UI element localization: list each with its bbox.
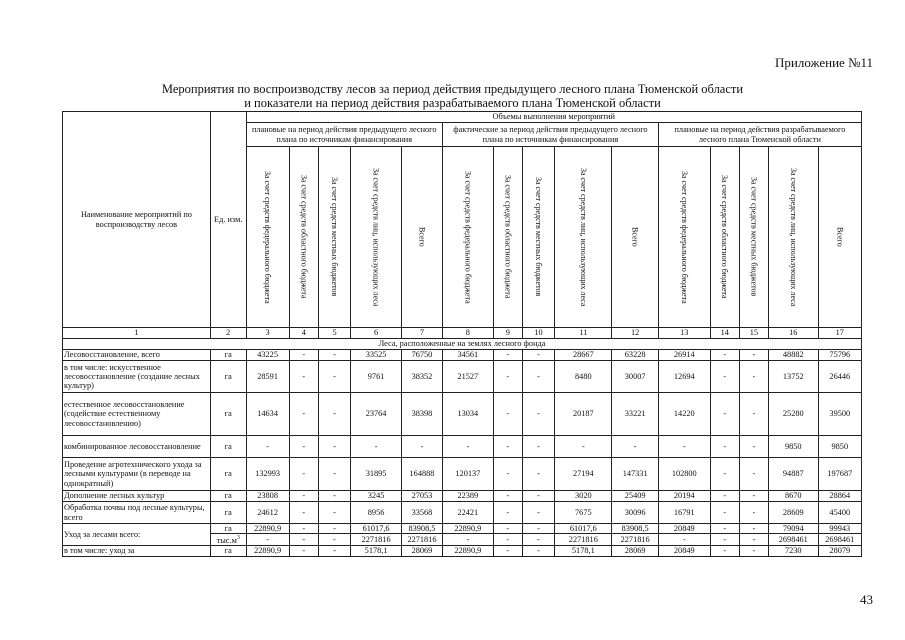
table-cell: 26446: [818, 361, 861, 393]
header-group-planned-new: плановые на период действия разрабатываемого лесного плана Тюменской области: [658, 123, 861, 147]
table-cell: 132993: [246, 458, 289, 491]
table-cell: 79094: [768, 524, 818, 534]
table-cell: 3245: [351, 491, 402, 502]
table-cell: 12694: [658, 361, 710, 393]
table-row: [63, 491, 862, 502]
column-number: 13: [658, 328, 710, 339]
column-number: 11: [555, 328, 612, 339]
table-cell: -: [710, 436, 739, 458]
document-title: [0, 82, 905, 110]
table-cell: 164888: [401, 458, 442, 491]
table-cell: 22890,9: [442, 546, 493, 556]
table-cell: 28667: [555, 350, 612, 361]
table-cell: -: [318, 361, 350, 393]
table-cell: 20849: [658, 524, 710, 534]
header-sub-7: [401, 147, 442, 328]
table-cell: 33568: [401, 502, 442, 524]
table-cell: -: [318, 524, 350, 534]
table-cell: -: [289, 524, 318, 534]
header-sub-16: [768, 147, 818, 328]
table-cell: -: [493, 350, 522, 361]
table-cell: 45400: [818, 502, 861, 524]
header-sub-12: [612, 147, 658, 328]
header-sub-8: [442, 147, 493, 328]
table-row: [63, 350, 862, 361]
table-cell: 22890,9: [246, 546, 289, 556]
table-cell: -: [246, 534, 289, 546]
table-cell: -: [289, 546, 318, 556]
row-name: в том числе: уход за: [63, 546, 211, 556]
header-sub-11: [555, 147, 612, 328]
table-cell: -: [710, 350, 739, 361]
column-number: 16: [768, 328, 818, 339]
table-cell: 23764: [351, 393, 402, 436]
row-unit: га: [210, 350, 246, 361]
row-unit: га: [210, 502, 246, 524]
table-cell: 38398: [401, 393, 442, 436]
table-cell: 28079: [818, 546, 861, 556]
table-cell: -: [739, 361, 768, 393]
table-row: [63, 502, 862, 524]
header-sub-label: За счет средств областного бюджета: [299, 175, 309, 299]
table-cell: -: [710, 393, 739, 436]
table-cell: -: [710, 458, 739, 491]
table-cell: 8670: [768, 491, 818, 502]
row-name: Дополнение лесных культур: [63, 491, 211, 502]
table-row: [63, 546, 862, 556]
header-sub-6: [351, 147, 402, 328]
row-name: комбинированное лесовосстановление: [63, 436, 211, 458]
table-row: [63, 361, 862, 393]
table-cell: -: [289, 393, 318, 436]
table-cell: -: [289, 361, 318, 393]
table-cell: 63228: [612, 350, 658, 361]
column-number: 4: [289, 328, 318, 339]
table-cell: -: [522, 524, 554, 534]
row-name: Лесовосстановление, всего: [63, 350, 211, 361]
header-sub-3: [246, 147, 289, 328]
table-cell: -: [493, 491, 522, 502]
header-group-actual-prev: фактические за период действия предыдущего лесного плана по источникам финансирования: [442, 123, 658, 147]
table-cell: 76750: [401, 350, 442, 361]
title-line-2: и показатели на период действия разрабатываемого плана Тюменской области: [244, 96, 661, 110]
header-sub-label: За счет средств федерального бюджета: [263, 170, 273, 304]
row-name: Обработка почвы под лесные культуры, всего: [63, 502, 211, 524]
reforestation-table: [62, 111, 862, 557]
table-cell: 43225: [246, 350, 289, 361]
table-cell: 14220: [658, 393, 710, 436]
header-sub-label: За счет средств областного бюджета: [503, 175, 513, 299]
table-cell: 61017,6: [351, 524, 402, 534]
table-cell: -: [318, 534, 350, 546]
row-name: Уход за лесами всего:: [63, 524, 211, 546]
table-cell: -: [351, 436, 402, 458]
table-cell: 14634: [246, 393, 289, 436]
table-cell: 27053: [401, 491, 442, 502]
table-cell: 33221: [612, 393, 658, 436]
table-cell: 22421: [442, 502, 493, 524]
header-sub-label: За счет средств областного бюджета: [720, 175, 730, 299]
table-cell: -: [739, 524, 768, 534]
table-cell: -: [739, 502, 768, 524]
table-cell: -: [318, 491, 350, 502]
table-cell: 9761: [351, 361, 402, 393]
table-cell: 48882: [768, 350, 818, 361]
table-cell: 8480: [555, 361, 612, 393]
table-cell: -: [522, 546, 554, 556]
column-number: 1: [63, 328, 211, 339]
table-cell: 28864: [818, 491, 861, 502]
table-cell: -: [493, 393, 522, 436]
row-unit: га: [210, 393, 246, 436]
header-sub-15: [739, 147, 768, 328]
table-cell: 2271816: [555, 534, 612, 546]
table-cell: 28069: [401, 546, 442, 556]
header-sub-label: За счет средств федерального бюджета: [463, 170, 473, 304]
header-sub-10: [522, 147, 554, 328]
header-name: Наименование мероприятий по воспроизводству лесов: [63, 112, 211, 328]
table-cell: 23808: [246, 491, 289, 502]
title-line-1: Мероприятия по воспроизводству лесов за период действия предыдущего лесного плана Тюменской области: [161, 82, 744, 96]
table-cell: 33525: [351, 350, 402, 361]
table-cell: -: [612, 436, 658, 458]
table-cell: 2698461: [768, 534, 818, 546]
row-unit: га: [210, 458, 246, 491]
table-cell: 5178,1: [351, 546, 402, 556]
table-cell: -: [522, 361, 554, 393]
table-cell: 20187: [555, 393, 612, 436]
table-cell: 3020: [555, 491, 612, 502]
table-cell: -: [739, 436, 768, 458]
appendix-label: Приложение №11: [775, 55, 873, 70]
table-cell: 26914: [658, 350, 710, 361]
section-heading: Леса, расположенные на землях лесного фонда: [63, 339, 862, 350]
header-sub-label: За счет средств лиц, использующих леса: [788, 167, 798, 307]
table-cell: -: [289, 436, 318, 458]
column-number: 2: [210, 328, 246, 339]
table-cell: 197687: [818, 458, 861, 491]
header-unit: Ед. изм.: [210, 112, 246, 328]
table-cell: 102800: [658, 458, 710, 491]
header-sub-label: За счет средств федерального бюджета: [679, 170, 689, 304]
table-cell: -: [318, 393, 350, 436]
page-number: 43: [860, 592, 873, 607]
table-cell: -: [289, 534, 318, 546]
table-cell: 20194: [658, 491, 710, 502]
table-row: [63, 436, 862, 458]
column-number: 8: [442, 328, 493, 339]
table-cell: -: [318, 502, 350, 524]
header-sub-17: [818, 147, 861, 328]
table-cell: -: [493, 524, 522, 534]
table-cell: 7230: [768, 546, 818, 556]
table-cell: 147331: [612, 458, 658, 491]
table-cell: 25409: [612, 491, 658, 502]
table-cell: -: [493, 458, 522, 491]
header-sub-label: За счет средств местных бюджетов: [749, 177, 759, 297]
table-cell: -: [522, 491, 554, 502]
table-cell: 28591: [246, 361, 289, 393]
table-cell: 61017,6: [555, 524, 612, 534]
table-cell: -: [522, 534, 554, 546]
table-row: [63, 524, 862, 534]
table-row: [63, 393, 862, 436]
header-sub-14: [710, 147, 739, 328]
table-cell: 83908,5: [612, 524, 658, 534]
table-cell: 27194: [555, 458, 612, 491]
header-sub-label: За счет средств местных бюджетов: [534, 177, 544, 297]
header-volumes: Объемы выполнения мероприятий: [246, 112, 861, 123]
table-cell: -: [739, 350, 768, 361]
table-row: [63, 458, 862, 491]
table-cell: 2271816: [401, 534, 442, 546]
row-unit: га: [210, 546, 246, 556]
table-cell: 30007: [612, 361, 658, 393]
table-cell: -: [658, 436, 710, 458]
header-group-planned-prev: плановые на период действия предыдущего лесного плана по источникам финансирования: [246, 123, 442, 147]
table-cell: 22389: [442, 491, 493, 502]
column-number: 5: [318, 328, 350, 339]
column-number: 9: [493, 328, 522, 339]
table-cell: -: [710, 534, 739, 546]
column-number: 6: [351, 328, 402, 339]
table-cell: -: [739, 393, 768, 436]
row-unit: га: [210, 436, 246, 458]
header-sub-13: [658, 147, 710, 328]
table-cell: -: [710, 491, 739, 502]
table-cell: -: [289, 458, 318, 491]
table-cell: -: [493, 502, 522, 524]
table-cell: 2698461: [818, 534, 861, 546]
header-sub-label: За счет средств лиц, использующих леса: [371, 167, 381, 307]
row-unit: [210, 534, 246, 546]
table-cell: -: [318, 436, 350, 458]
row-name: Проведение агротехнического ухода за лесными культурами (в переводе на однократный): [63, 458, 211, 491]
table-cell: 38352: [401, 361, 442, 393]
table-cell: 22890,9: [246, 524, 289, 534]
table-cell: -: [739, 534, 768, 546]
table-cell: 31895: [351, 458, 402, 491]
header-sub-4: [289, 147, 318, 328]
table-cell: 120137: [442, 458, 493, 491]
table-cell: -: [289, 350, 318, 361]
table-cell: -: [289, 491, 318, 502]
table-cell: 7675: [555, 502, 612, 524]
table-cell: -: [555, 436, 612, 458]
header-sub-9: [493, 147, 522, 328]
header-sub-5: [318, 147, 350, 328]
table-cell: 2271816: [612, 534, 658, 546]
table-cell: -: [710, 361, 739, 393]
row-unit: га: [210, 491, 246, 502]
column-number: 7: [401, 328, 442, 339]
column-number: 12: [612, 328, 658, 339]
table-cell: -: [739, 491, 768, 502]
table-cell: -: [318, 546, 350, 556]
table-cell: 21527: [442, 361, 493, 393]
table-cell: -: [739, 546, 768, 556]
row-name: в том числе: искусственное лесовосстановление (создание лесных культур): [63, 361, 211, 393]
table-cell: 75796: [818, 350, 861, 361]
table-cell: 28069: [612, 546, 658, 556]
column-number: 10: [522, 328, 554, 339]
table-cell: 83908,5: [401, 524, 442, 534]
table-cell: 22890,9: [442, 524, 493, 534]
table-cell: 5178,1: [555, 546, 612, 556]
table-cell: -: [493, 361, 522, 393]
table-cell: -: [522, 350, 554, 361]
table-cell: -: [442, 436, 493, 458]
table-cell: -: [522, 436, 554, 458]
unit-text: тыс.м: [216, 536, 237, 546]
table-cell: 16791: [658, 502, 710, 524]
table-cell: 34561: [442, 350, 493, 361]
table-cell: -: [710, 524, 739, 534]
table-cell: -: [710, 502, 739, 524]
table-cell: -: [739, 458, 768, 491]
table-cell: 9850: [818, 436, 861, 458]
column-number: 17: [818, 328, 861, 339]
table-cell: 2271816: [351, 534, 402, 546]
row-unit: га: [210, 361, 246, 393]
table-cell: -: [658, 534, 710, 546]
table-cell: -: [493, 534, 522, 546]
table-cell: -: [289, 502, 318, 524]
table-cell: -: [710, 546, 739, 556]
header-sub-label: Всего: [835, 227, 845, 247]
row-name: естественное лесовосстановление (содействие естественному лесовосстановлению): [63, 393, 211, 436]
table-cell: -: [442, 534, 493, 546]
column-number: 3: [246, 328, 289, 339]
table-cell: -: [318, 350, 350, 361]
table-cell: 39500: [818, 393, 861, 436]
table-cell: 20849: [658, 546, 710, 556]
row-unit: га: [210, 524, 246, 534]
table-cell: 99943: [818, 524, 861, 534]
table-cell: -: [493, 436, 522, 458]
table-cell: -: [493, 546, 522, 556]
header-sub-label: Всего: [417, 227, 427, 247]
table-cell: -: [246, 436, 289, 458]
header-sub-label: За счет средств лиц, использующих леса: [578, 167, 588, 307]
unit-superscript: 3: [236, 535, 240, 542]
table-cell: 24612: [246, 502, 289, 524]
table-cell: -: [401, 436, 442, 458]
table-cell: 13752: [768, 361, 818, 393]
table-cell: 30096: [612, 502, 658, 524]
table-cell: 13034: [442, 393, 493, 436]
column-number: 14: [710, 328, 739, 339]
header-sub-label: Всего: [630, 227, 640, 247]
header-sub-label: За счет средств местных бюджетов: [330, 177, 340, 297]
table-cell: 25280: [768, 393, 818, 436]
table-cell: 28609: [768, 502, 818, 524]
column-number: 15: [739, 328, 768, 339]
table-cell: 9850: [768, 436, 818, 458]
table-cell: 94887: [768, 458, 818, 491]
table-cell: -: [522, 458, 554, 491]
table-cell: -: [318, 458, 350, 491]
table-cell: 8956: [351, 502, 402, 524]
table-cell: -: [522, 393, 554, 436]
table-cell: -: [522, 502, 554, 524]
